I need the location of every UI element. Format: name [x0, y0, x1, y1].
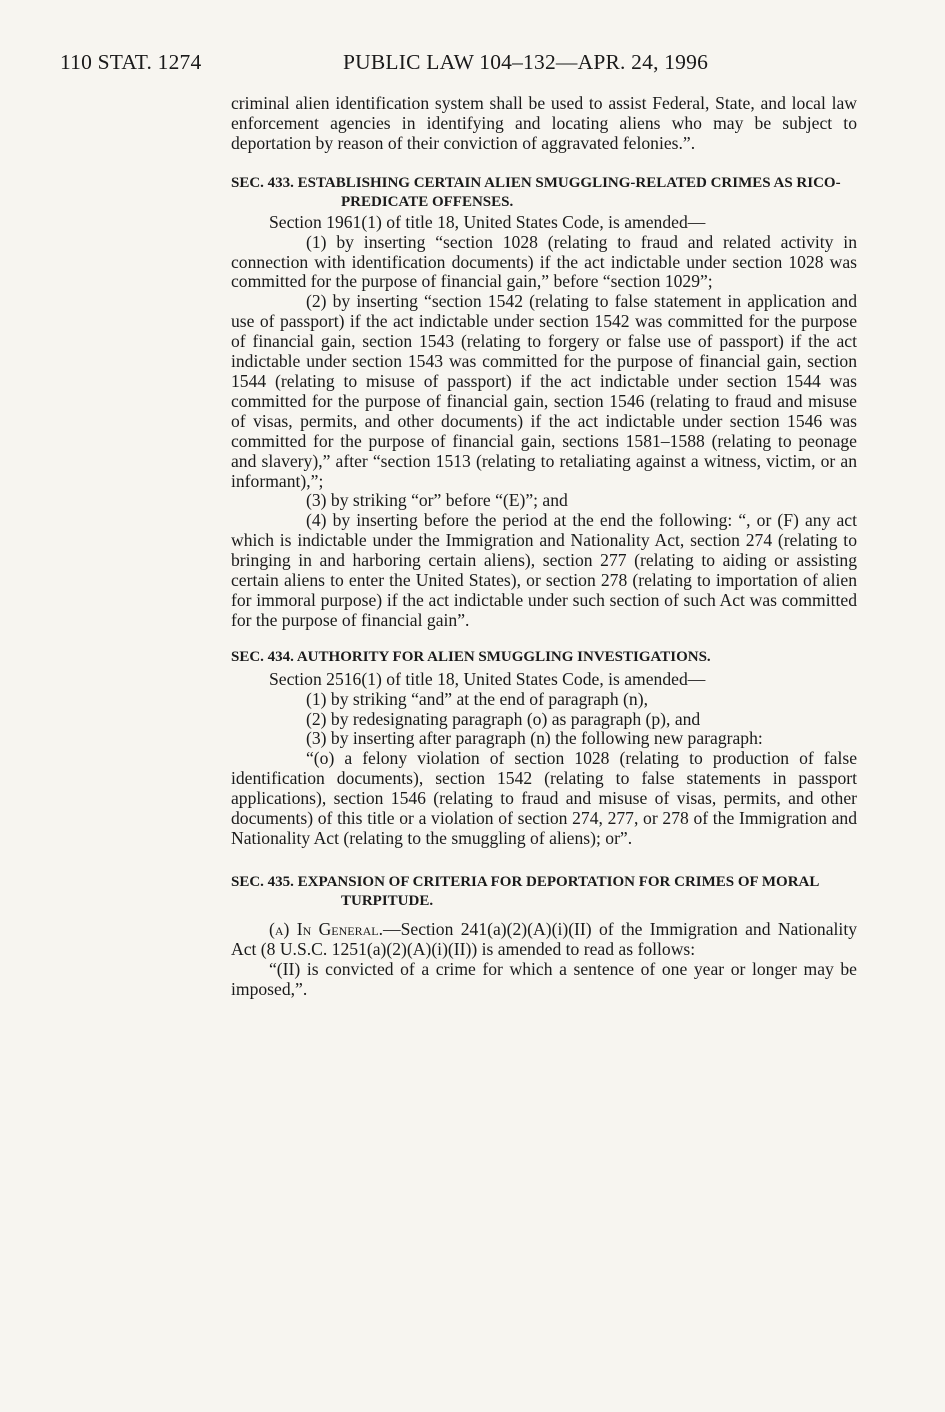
section-434-para-2: (2) by redesignating paragraph (o) as paragraph (p), and — [306, 708, 701, 729]
section-434-heading: SEC. 434. AUTHORITY FOR ALIEN SMUGGLING INVESTIGATIONS. — [231, 648, 711, 665]
section-433-para-3: (3) by striking “or” before “(E)”; and — [306, 490, 568, 511]
section-433-para-1: (1) by inserting “section 1028 (relating to fraud and related activity in connection with identification documents) if the act indictable under section 1028 was committed for the purpose of financial gain,” before “section 1029”; — [231, 231, 857, 292]
public-law-citation: PUBLIC LAW 104–132—APR. 24, 1996 — [343, 50, 709, 74]
section-434-para-3: (3) by inserting after paragraph (n) the following new paragraph: — [306, 728, 763, 749]
section-433-lead: Section 1961(1) of title 18, United States Code, is amended— — [269, 211, 706, 232]
section-434-quoted-paragraph: “(o) a felony violation of section 1028 (relating to production of false identification documents), section 1542 (relating to false statements in passport applications), section 1546 (relating to fraud and misuse of visas, permits, and other documents) of this title or a violation of section 274, 277, or 278 of the Immigration and Nationality Act (relating to the smuggling of aliens); or”. — [231, 748, 857, 848]
section-434-para-1: (1) by striking “and” at the end of paragraph (n), — [306, 688, 648, 709]
section-433-heading: SEC. 433. ESTABLISHING CERTAIN ALIEN SMUGGLING-RELATED CRIMES AS RICO-PREDICATE OFFENSES. — [231, 174, 841, 210]
continued-paragraph: criminal alien identification system shall be used to assist Federal, State, and local law enforcement agencies in identifying and locating aliens who may be subject to deportation by reason of their conviction of aggravated felonies.”. — [231, 93, 857, 153]
section-433-para-2: (2) by inserting “section 1542 (relating to false statement in application and use of passport) if the act indictable under section 1542 was committed for the purpose of financial gain, section 1543 (relating to forgery or false use of passport) if the act indictable under section 1543 was committed for the purpose of financial gain, section 1544 (relating to misuse of passport) if the act indictable under section 1544 was committed for the purpose of financial gain, section 1546 (relating to fraud and misuse of visas, permits, and other documents) if the act indictable under section 1546 was committed for the purpose of financial gain, sections 1581–1588 (relating to peonage and slavery),” after “section 1513 (relating to retaliating against a witness, victim, or an informant),”; — [231, 291, 857, 491]
section-433-para-4: (4) by inserting before the period at the end the following: “, or (F) any act which is indictable under the Immigration and Nationality Act, section 274 (relating to bringing in and harboring certain aliens), section 277 (relating to aiding or assisting certain aliens to enter the United States), or section 278 (relating to importation of alien for immoral purpose) if the act indictable under such section of such Act was committed for the purpose of financial gain”. — [231, 510, 857, 630]
subsection-a-text: —Section 241(a)(2)(A)(i)(II) of the Immigration and Nationality Act (8 U.S.C. 1251(a)(2)(A)(i)(II)) is amended to read as follows: — [231, 918, 858, 959]
section-435-subsection-a — [231, 920, 857, 960]
section-434-lead: Section 2516(1) of title 18, United States Code, is amended— — [269, 668, 706, 689]
section-435-heading: SEC. 435. EXPANSION OF CRITERIA FOR DEPORTATION FOR CRIMES OF MORAL TURPITUDE. — [231, 873, 819, 909]
subsection-a-label: (a) In General. — [269, 918, 384, 939]
section-435-quoted-clause: “(II) is convicted of a crime for which a sentence of one year or longer may be imposed,”. — [231, 958, 857, 999]
statute-page-number: 110 STAT. 1274 — [60, 50, 202, 74]
text-column — [231, 94, 857, 1000]
